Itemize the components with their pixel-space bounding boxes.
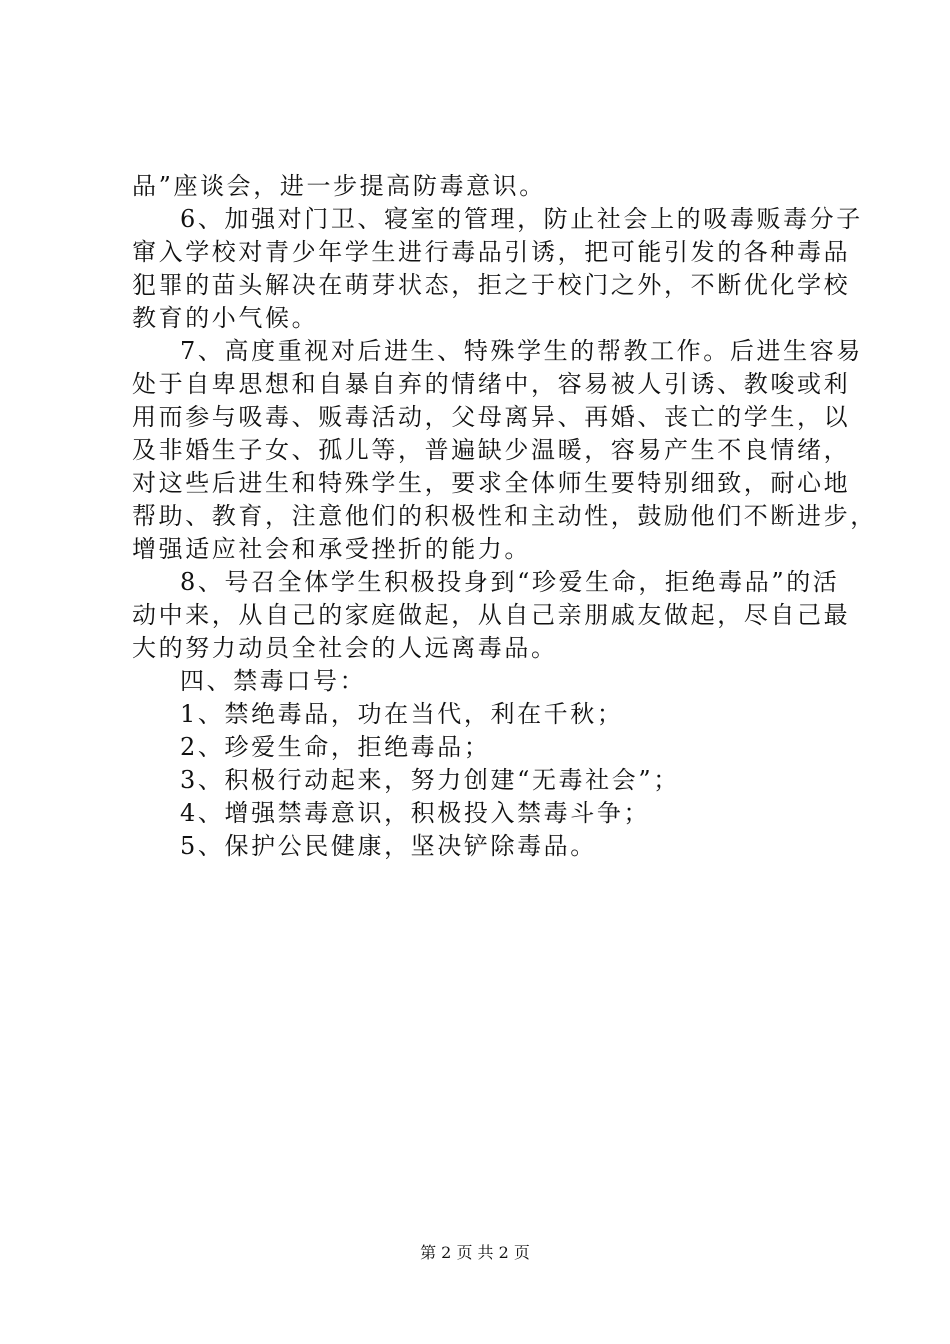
text-line: 大的努力动员全社会的人远离毒品。 xyxy=(132,634,558,662)
slogan-item: 2、珍爱生命，拒绝毒品； xyxy=(180,733,491,761)
slogan-item: 1、禁绝毒品，功在当代，利在千秋； xyxy=(180,700,624,728)
text-line: 教育的小气候。 xyxy=(132,304,319,332)
page-number-footer: 第 2 页 共 2 页 xyxy=(420,1243,530,1262)
text-line: 增强适应社会和承受挫折的能力。 xyxy=(132,535,531,563)
text-line: 动中来，从自己的家庭做起，从自己亲朋戚友做起，尽自己最 xyxy=(132,601,851,629)
text-line: 用而参与吸毒、贩毒活动，父母离异、再婚、丧亡的学生，以 xyxy=(132,403,851,431)
text-line: 品”座谈会，进一步提高防毒意识。 xyxy=(132,172,546,200)
slogan-item: 4、增强禁毒意识，积极投入禁毒斗争； xyxy=(180,799,651,827)
text-line: 6、加强对门卫、寝室的管理，防止社会上的吸毒贩毒分子 xyxy=(180,205,863,233)
slogan-item: 5、保护公民健康，坚决铲除毒品。 xyxy=(180,832,597,860)
slogan-item: 3、积极行动起来，努力创建“无毒社会”； xyxy=(180,766,680,794)
text-line: 窜入学校对青少年学生进行毒品引诱，把可能引发的各种毒品 xyxy=(132,238,851,266)
text-line: 处于自卑思想和自暴自弃的情绪中，容易被人引诱、教唆或利 xyxy=(132,370,851,398)
text-line: 8、号召全体学生积极投身到“珍爱生命，拒绝毒品”的活 xyxy=(180,568,840,596)
section-heading: 四、禁毒口号： xyxy=(180,667,367,695)
text-line: 犯罪的苗头解决在萌芽状态，拒之于校门之外，不断优化学校 xyxy=(132,271,851,299)
text-line: 及非婚生子女、孤儿等，普遍缺少温暖，容易产生不良情绪， xyxy=(132,436,851,464)
text-line: 帮助、教育，注意他们的积极性和主动性，鼓励他们不断进步， xyxy=(132,502,877,530)
text-line: 对这些后进生和特殊学生，要求全体师生要特别细致，耐心地 xyxy=(132,469,851,497)
document-body xyxy=(132,170,877,863)
text-line: 7、高度重视对后进生、特殊学生的帮教工作。后进生容易 xyxy=(180,337,863,365)
